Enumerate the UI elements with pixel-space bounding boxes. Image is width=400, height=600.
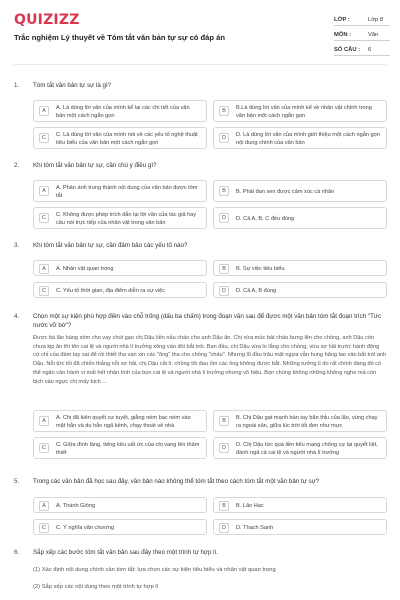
question-4-option-b[interactable] [213,410,387,432]
question-2-option-c[interactable] [33,207,207,229]
option-letter: D [219,286,229,296]
question-5-text: Trong các văn bản đã học sau đây, văn bản nào không thể tóm tắt theo cách tóm tắt một văn bản tự sự? [33,478,320,485]
question-3-option-a[interactable] [33,260,207,276]
option-text: C. Yếu tố thời gian, địa điểm diễn ra sự việc [56,288,165,294]
option-letter: D [219,443,229,453]
option-text: B. Chị Dậu gạt mạnh bàn tay bẩn thỉu của lão, vùng chạy ra ngoài sân, giữa lúc trời tối đen như mực [236,415,378,429]
option-text: C. Là dùng lời văn của mình nói về các yếu tố nghệ thuật tiêu biểu của văn bản một cách ngắn gọn [56,132,198,146]
option-letter: A [39,186,49,196]
option-text: D. Thạch Sanh [236,525,274,531]
option-text: A. Là dùng lời văn của mình kể lại các chi tiết của văn bản một cách ngắn gọn [56,105,190,119]
question-2-option-b[interactable] [213,180,387,202]
question-5-option-b[interactable] [213,497,387,513]
question-6-step-2: (2) Sắp xếp các nội dung theo một trình tự hợp lí [33,584,159,590]
meta-count-key: SỐ CÂU : [334,47,361,53]
worksheet-title: Trắc nghiệm Lý thuyết về Tóm tắt văn bản tự sự có đáp án [14,33,226,42]
option-letter: C [39,443,49,453]
meta-count-value: 6 [368,47,372,53]
option-letter: A [39,416,49,426]
question-6-text: Sắp xếp các bước tóm tắt văn bản sau đây theo một trình tự hợp lí. [33,549,218,556]
option-text: A. Phản ánh trung thành nội dung của văn bản được tóm tắt [56,185,198,199]
question-4-option-a[interactable] [33,410,207,432]
option-letter: A [39,106,49,116]
option-text: A. Nhân vật quan trọng [56,266,114,272]
question-5-option-c[interactable] [33,519,207,535]
meta-subject-value: Văn [368,32,379,38]
question-2-option-a[interactable] [33,180,207,202]
option-letter: B [219,501,229,511]
option-text: D. Cả A, B đúng [236,288,277,294]
question-2-text: Khi tóm tắt văn bản tự sự, cần chú ý điều gì? [33,162,157,169]
option-letter: B [219,416,229,426]
option-text: B. Lão Hạc [236,503,264,509]
quizizz-logo: QUIZIZZ [14,12,80,28]
question-6-number: 6. [14,549,20,556]
question-4-option-d[interactable] [213,437,387,459]
option-letter: B [219,106,229,116]
meta-grade-key: LỚP : [334,17,350,23]
meta-subject-key: MÔN : [334,32,352,38]
question-6-step-1: (1) Xác định nội dung chính cần tóm tắt: lựa chọn các sự kiện tiêu biểu và nhân vật quan trọng [33,567,276,573]
question-4-passage: Được bà lão hàng xóm cho vay chút gạo chị Dậu liền nấu cháo cho anh Dậu ăn. Chị vừa múc bát cháo bưng lên cho chồng, anh Dậu còn chưa kịp ăn thì tên cai lệ và người nhà lí trưởng xông vào đòi bắt trói. Ban đầu, chị Dậu vừa lo lắng cho chồng, vừa sợ hãi trước hành động cứ chỉ của đám tay sai để rồi thiết tha van xin các "ông" tha cho chồng "cháu". Nhưng lũ đầu trâu mặt ngựa vẫn hung hăng lao vào bắt trói anh Dậu. Nỗi tức tối đã chiến thắng nỗi sợ hãi, chị Dậu cãi lí: chồng tôi đau ốm các ông không được bắt. Những tưởng lí do rất chính đáng đó có thể ngăn cản hành vi mất hết nhân tính của bọn cai lệ và người nhà lí trưởng nhưng vô hiệu. Bọn chúng không những không nghe mà còn bịch vào ngực chị mấy bịch ... [33,335,387,385]
question-4-text: Chọn một sự kiện phù hợp điền vào chỗ trống (dấu ba chấm) trong đoạn văn sau để được một văn bản tóm tắt đoạn trích "Tức nước vỡ bờ"? [33,313,382,329]
question-1-option-d[interactable] [213,127,387,149]
header-divider [14,64,386,65]
option-text: A. Thánh Gióng [56,503,96,509]
question-1-option-b[interactable] [213,100,387,122]
option-text: D. Cả A, B, C đều đúng [236,216,295,222]
question-3-option-d[interactable] [213,282,387,298]
option-letter: B [219,264,229,274]
question-2-option-d[interactable] [213,207,387,229]
option-letter: C [39,133,49,143]
option-text: B. Sự việc tiêu biểu [236,266,285,272]
option-letter: A [39,264,49,274]
question-3-number: 3. [14,242,20,249]
option-letter: C [39,523,49,533]
option-text: A. Chị đã kiên quyết cự tuyệt, giằng ném bạc ném vào mặt hắn và du hắn ngã kềnh, chạy thoát về nhà [56,415,191,429]
meta-grade-value: Lớp 8 [368,17,384,23]
question-5-option-a[interactable] [33,497,207,513]
option-letter: C [39,213,49,223]
question-2-number: 2. [14,162,20,169]
question-4-option-c[interactable] [33,437,207,459]
worksheet-header [0,0,400,68]
option-text: B.Là dùng lời văn của mình kể về nhân vật chính trong văn bản một cách ngắn gọn [236,105,372,119]
option-letter: D [219,133,229,143]
option-text: C. Ý nghĩa văn chương [56,525,115,531]
option-letter: D [219,213,229,223]
option-text: D. Chị Dậu tức quá liền tiếu mạng chống cự lại quyết liệt, đánh ngã cả cai lệ và người nhà lí trưởng [236,442,378,456]
question-1-option-a[interactable] [33,100,207,122]
question-1-option-c[interactable] [33,127,207,149]
option-text: C. Giữa đình làng, tiếng kêu uất ức của chị vang lên thảm thiết [56,442,200,456]
question-3-text: Khi tóm tắt văn bản tự sự, cần đảm bảo các yếu tố nào? [33,242,188,249]
option-text: C. Không được phép trích dẫn lại lời văn của tác giả hay câu nói trực tiếp của nhân vật trong văn bản [56,212,197,226]
option-letter: D [219,523,229,533]
question-3-option-b[interactable] [213,260,387,276]
question-5-option-d[interactable] [213,519,387,535]
option-letter: A [39,501,49,511]
option-letter: B [219,186,229,196]
option-text: B. Phải đan xen được cảm xúc cá nhân [236,189,335,195]
question-3-option-c[interactable] [33,282,207,298]
question-1-text: Tóm tắt văn bản tự sự là gì? [33,82,112,89]
option-letter: C [39,286,49,296]
question-5-number: 5. [14,478,20,485]
option-text: D. Là dùng lời văn của mình giới thiệu một cách ngắn gọn nội dung chính của văn bản [236,132,380,146]
question-4-number: 4. [14,313,20,320]
question-1-number: 1. [14,82,20,89]
